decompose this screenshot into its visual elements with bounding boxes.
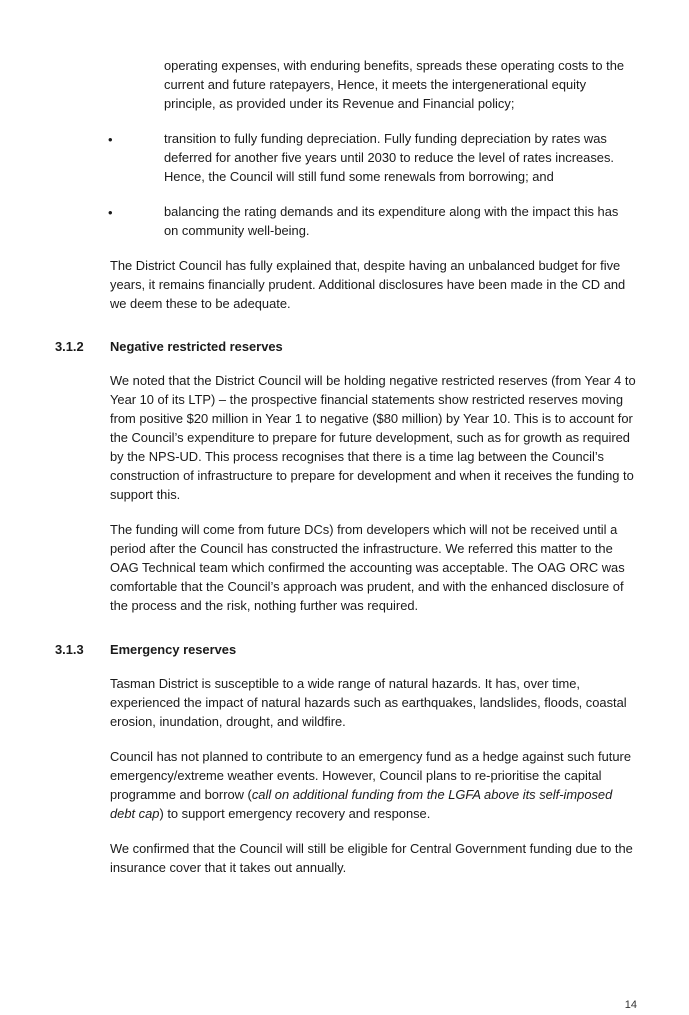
continued-bullet-text: operating expenses, with enduring benefits, spreads these operating costs to the current and future ratepayers, Hence, it meets the intergenerational equity principle, as provided under its Revenue and Financial policy; (164, 58, 625, 111)
section-paragraph: We noted that the District Council will be holding negative restricted reserves (from Year 4 to Year 10 of its LTP) – the prospective financial statements show restricted reserves moving from positive $20 million in Year 1 to negative ($80 million) by Year 10. This is to account for the Council’s expenditure to prepare for future development, such as for growth as required by the NPS-UD. This process recognises that there is a time lag between the Council’s construction of infrastructure to prepare for development and when it receives the funding to support this. (110, 373, 636, 502)
page-number: 14 (624, 999, 637, 1011)
section-title: Negative restricted reserves (110, 339, 283, 354)
italic-note: call on additional funding from the LGFA above its self-imposed debt cap (110, 787, 613, 821)
section-title: Emergency reserves (110, 642, 237, 657)
bullet-item-depreciation: transition to fully funding depreciation. Fully funding depreciation by rates was deferred for another five years until 2030 to reduce the level of rates increases. Hence, the Council will still fund some renewals from borrowing; and (164, 131, 614, 184)
bullet-item-rating-demands: balancing the rating demands and its expenditure along with the impact this has on community well-being. (164, 204, 619, 238)
section-number: 3.1.3 (55, 642, 84, 657)
section-paragraph: The funding will come from future DCs) from developers which will not be received until a period after the Council has constructed the infrastructure. We referred this matter to the OAG Technical team which confirmed the accounting was acceptable. The OAG ORC was comfortable that the Council’s approach was prudent, and with the enhanced disclosure of the process and the risk, nothing further was required. (110, 522, 625, 613)
section-number: 3.1.2 (55, 339, 84, 354)
paragraph-text: Council has not planned to contribute to an emergency fund as a hedge against such future emergency/extreme weather events. However, Council plans to re-prioritise the capital programme and borrow ( (110, 749, 631, 802)
paragraph-text: ) to support emergency recovery and response. (159, 806, 431, 821)
intro-paragraph: The District Council has fully explained that, despite having an unbalanced budget for five years, it remains financially prudent. Additional disclosures have been made in the CD and we deem these to be adequate. (110, 258, 626, 311)
section-paragraph: Tasman District is susceptible to a wide range of natural hazards. It has, over time, experienced the impact of natural hazards such as earthquakes, landslides, floods, coastal erosion, inundation, drought, and wildfire. (110, 676, 627, 729)
section-paragraph (110, 747, 638, 823)
bullet-marker: • (108, 132, 113, 147)
bullet-marker: • (108, 205, 113, 220)
section-paragraph: We confirmed that the Council will still be eligible for Central Government funding due to the insurance cover that it takes out annually. (110, 841, 633, 875)
